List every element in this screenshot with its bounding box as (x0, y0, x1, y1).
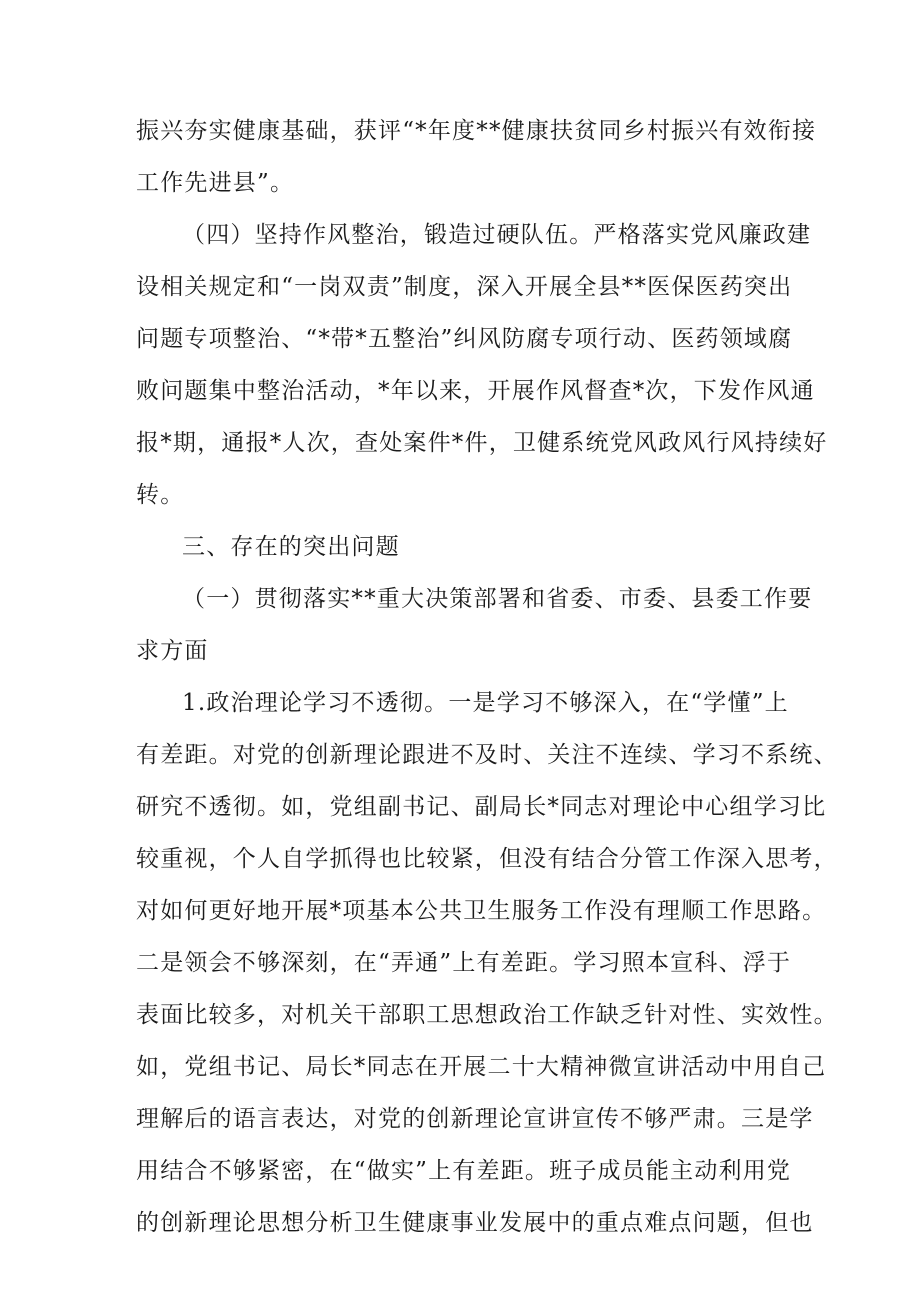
text-line: 败问题集中整治活动，*年以来，开展作风督查*次，下发作风通 (136, 378, 815, 404)
text-line: 二是领会不够深刻，在“弄通”上有差距。学习照本宣科、浮于 (136, 950, 792, 976)
text-line: 较重视，个人自学抓得也比较紧，但没有结合分管工作深入思考， (136, 846, 838, 872)
text-line: （四）坚持作风整治，锻造过硬队伍。严格落实党风廉政建 (182, 222, 812, 248)
text-line: 用结合不够紧密，在“做实”上有差距。班子成员能主动利用党 (136, 1158, 792, 1184)
text-line: 设相关规定和“一岗双责”制度，深入开展全县**医保医药突出 (136, 274, 793, 300)
text-line: 理解后的语言表达，对党的创新理论宣讲宣传不够严肃。三是学 (136, 1106, 814, 1132)
text-line: 对如何更好地开展*项基本公共卫生服务工作没有理顺工作思路。 (136, 898, 827, 924)
document-body (136, 105, 838, 1249)
subsection-heading: （一）贯彻落实**重大决策部署和省委、市委、县委工作要 (182, 586, 813, 612)
text-line: 表面比较多，对机关干部职工思想政治工作缺乏针对性、实效性。 (136, 1002, 838, 1028)
text-line: 工作先进县”。 (136, 170, 295, 196)
text-line: 求方面 (136, 638, 209, 664)
text-line: 研究不透彻。如，党组副书记、副局长*同志对理论中心组学习比 (136, 794, 827, 820)
text-line: 有差距。对党的创新理论跟进不及时、关注不连续、学习不系统、 (136, 742, 838, 768)
text-line: 1.政治理论学习不透彻。一是学习不够深入，在“学懂”上 (182, 690, 789, 716)
text-line: 问题专项整治、“*带*五整治”纠风防腐专项行动、医药领域腐 (136, 326, 793, 352)
text-line: 报*期，通报*人次，查处案件*件，卫健系统党风政风行风持续好 (136, 430, 828, 456)
text-line: 的创新理论思想分析卫生健康事业发展中的重点难点问题，但也 (136, 1210, 814, 1236)
section-heading: 三、存在的突出问题 (182, 534, 400, 560)
text-line: 振兴夯实健康基础，获评“*年度**健康扶贫同乡村振兴有效衔接 (136, 118, 817, 144)
text-line: 转。 (136, 482, 185, 508)
text-line: 如，党组书记、局长*同志在开展二十大精神微宣讲活动中用自己 (136, 1054, 827, 1080)
